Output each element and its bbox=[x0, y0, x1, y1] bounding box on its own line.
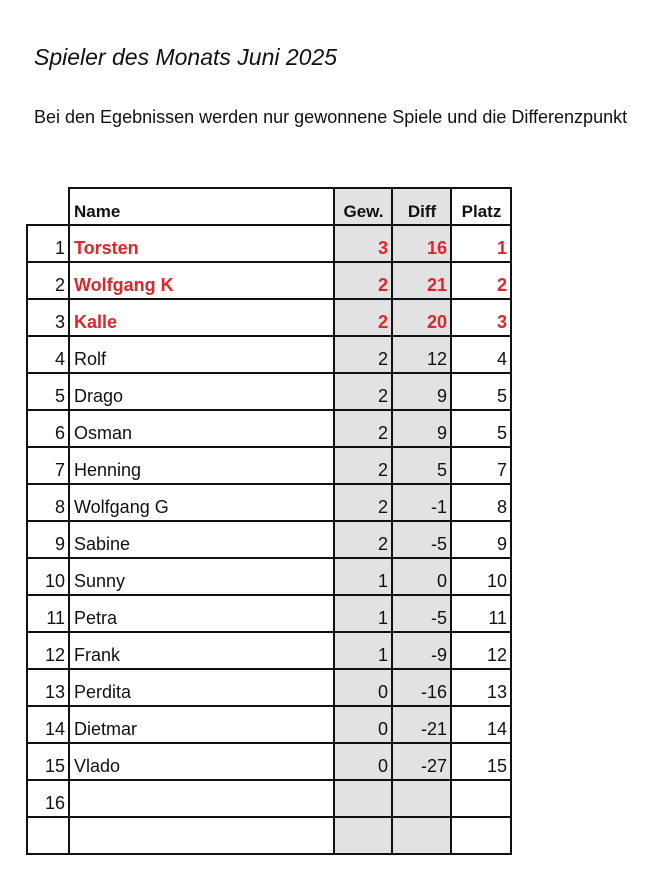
point-difference: -1 bbox=[392, 484, 451, 521]
player-name: Frank bbox=[69, 632, 334, 669]
player-name: Drago bbox=[69, 373, 334, 410]
won-games: 0 bbox=[334, 669, 392, 706]
won-games bbox=[334, 817, 392, 854]
player-name: Wolfgang K bbox=[69, 262, 334, 299]
rank: 2 bbox=[451, 262, 511, 299]
row-number: 10 bbox=[27, 558, 69, 595]
point-difference bbox=[392, 817, 451, 854]
rank bbox=[451, 780, 511, 817]
table-row bbox=[27, 447, 511, 484]
won-games: 0 bbox=[334, 743, 392, 780]
point-difference: -5 bbox=[392, 595, 451, 632]
rank: 14 bbox=[451, 706, 511, 743]
won-games bbox=[334, 780, 392, 817]
point-difference: 12 bbox=[392, 336, 451, 373]
player-name bbox=[69, 780, 334, 817]
row-number: 1 bbox=[27, 225, 69, 262]
table-row bbox=[27, 225, 511, 262]
rank: 15 bbox=[451, 743, 511, 780]
rank: 4 bbox=[451, 336, 511, 373]
ranking-table-container bbox=[26, 187, 512, 855]
player-name: Henning bbox=[69, 447, 334, 484]
row-number: 4 bbox=[27, 336, 69, 373]
table-header-row bbox=[27, 188, 511, 225]
point-difference: 9 bbox=[392, 373, 451, 410]
player-name: Vlado bbox=[69, 743, 334, 780]
won-games: 2 bbox=[334, 484, 392, 521]
point-difference: -27 bbox=[392, 743, 451, 780]
rank: 13 bbox=[451, 669, 511, 706]
won-games: 0 bbox=[334, 706, 392, 743]
rank: 9 bbox=[451, 521, 511, 558]
point-difference: 9 bbox=[392, 410, 451, 447]
player-name: Petra bbox=[69, 595, 334, 632]
won-games: 2 bbox=[334, 262, 392, 299]
rank bbox=[451, 817, 511, 854]
won-games: 2 bbox=[334, 373, 392, 410]
point-difference: 5 bbox=[392, 447, 451, 484]
rank: 5 bbox=[451, 373, 511, 410]
row-number: 7 bbox=[27, 447, 69, 484]
player-name: Torsten bbox=[69, 225, 334, 262]
rank: 7 bbox=[451, 447, 511, 484]
table-row bbox=[27, 669, 511, 706]
won-games: 1 bbox=[334, 595, 392, 632]
won-games: 1 bbox=[334, 632, 392, 669]
document-title: Spieler des Monats Juni 2025 bbox=[34, 44, 338, 70]
table-row bbox=[27, 521, 511, 558]
player-name: Kalle bbox=[69, 299, 334, 336]
table-row bbox=[27, 336, 511, 373]
table-row bbox=[27, 780, 511, 817]
rank: 11 bbox=[451, 595, 511, 632]
table-row bbox=[27, 558, 511, 595]
table-row bbox=[27, 632, 511, 669]
table-row bbox=[27, 595, 511, 632]
table-row bbox=[27, 706, 511, 743]
point-difference: -5 bbox=[392, 521, 451, 558]
row-number: 9 bbox=[27, 521, 69, 558]
point-difference bbox=[392, 780, 451, 817]
header-diff: Diff bbox=[392, 188, 451, 225]
player-name: Perdita bbox=[69, 669, 334, 706]
row-number: 13 bbox=[27, 669, 69, 706]
table-row bbox=[27, 299, 511, 336]
won-games: 1 bbox=[334, 558, 392, 595]
rank: 5 bbox=[451, 410, 511, 447]
won-games: 2 bbox=[334, 447, 392, 484]
row-number bbox=[27, 817, 69, 854]
player-name: Dietmar bbox=[69, 706, 334, 743]
header-number-cell bbox=[27, 188, 69, 225]
rank: 3 bbox=[451, 299, 511, 336]
won-games: 2 bbox=[334, 299, 392, 336]
player-name bbox=[69, 817, 334, 854]
point-difference: 16 bbox=[392, 225, 451, 262]
row-number: 16 bbox=[27, 780, 69, 817]
player-name: Wolfgang G bbox=[69, 484, 334, 521]
ranking-table bbox=[26, 187, 512, 855]
table-row bbox=[27, 743, 511, 780]
rank: 10 bbox=[451, 558, 511, 595]
row-number: 3 bbox=[27, 299, 69, 336]
row-number: 8 bbox=[27, 484, 69, 521]
point-difference: 0 bbox=[392, 558, 451, 595]
row-number: 14 bbox=[27, 706, 69, 743]
won-games: 3 bbox=[334, 225, 392, 262]
player-name: Sabine bbox=[69, 521, 334, 558]
point-difference: 20 bbox=[392, 299, 451, 336]
table-body bbox=[27, 225, 511, 854]
header-gew: Gew. bbox=[334, 188, 392, 225]
row-number: 11 bbox=[27, 595, 69, 632]
document-subtitle: Bei den Egebnissen werden nur gewonnene Spiele und die Differenzpunkt bbox=[34, 107, 628, 127]
row-number: 12 bbox=[27, 632, 69, 669]
rank: 12 bbox=[451, 632, 511, 669]
row-number: 5 bbox=[27, 373, 69, 410]
header-platz: Platz bbox=[451, 188, 511, 225]
point-difference: -21 bbox=[392, 706, 451, 743]
rank: 1 bbox=[451, 225, 511, 262]
row-number: 15 bbox=[27, 743, 69, 780]
table-row bbox=[27, 410, 511, 447]
won-games: 2 bbox=[334, 410, 392, 447]
point-difference: -16 bbox=[392, 669, 451, 706]
point-difference: 21 bbox=[392, 262, 451, 299]
won-games: 2 bbox=[334, 336, 392, 373]
player-name: Osman bbox=[69, 410, 334, 447]
player-name: Sunny bbox=[69, 558, 334, 595]
won-games: 2 bbox=[334, 521, 392, 558]
row-number: 2 bbox=[27, 262, 69, 299]
table-row bbox=[27, 262, 511, 299]
table-row bbox=[27, 373, 511, 410]
header-name: Name bbox=[69, 188, 334, 225]
player-name: Rolf bbox=[69, 336, 334, 373]
rank: 8 bbox=[451, 484, 511, 521]
table-row bbox=[27, 484, 511, 521]
row-number: 6 bbox=[27, 410, 69, 447]
table-row bbox=[27, 817, 511, 854]
point-difference: -9 bbox=[392, 632, 451, 669]
